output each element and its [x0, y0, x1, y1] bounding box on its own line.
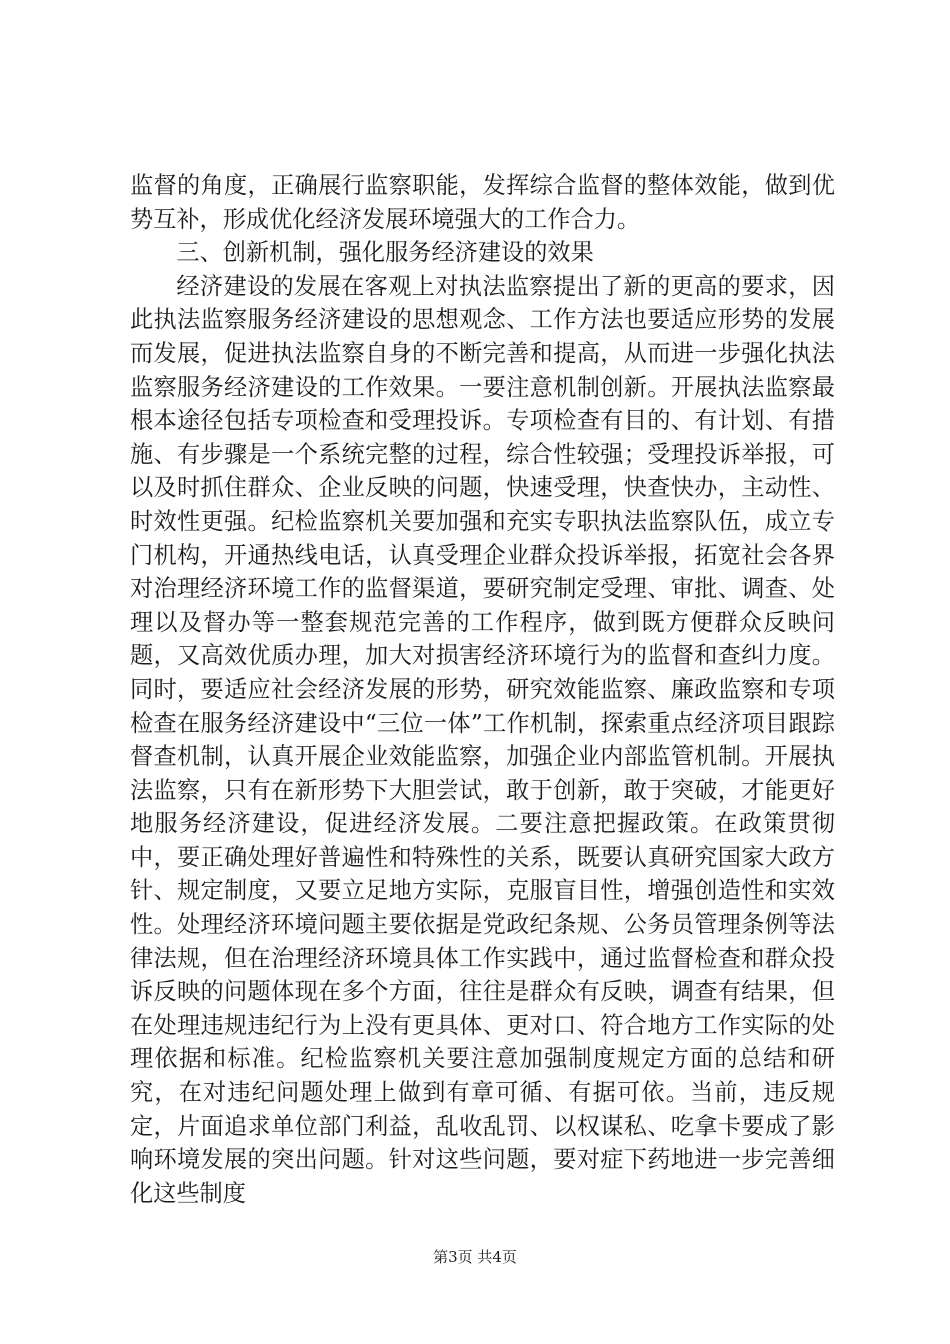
paragraph-body: 经济建设的发展在客观上对执法监察提出了新的更高的要求，因此执法监察服务经济建设的思想观念、工作方法也要适应形势的发展而发展，促进执法监察自身的不断完善和提高，从而进一步强化执法监察服务经济建设的工作效果。一要注意机制创新。开展执法监察最根本途径包括专项检查和受理投诉。专项检查有目的、有计划、有措施、有步骤是一个系统完整的过程，综合性较强；受理投诉举报，可以及时抓住群众、企业反映的问题，快速受理，快查快办，主动性、时效性更强。纪检监察机关要加强和充实专职执法监察队伍，成立专门机构，开通热线电话，认真受理企业群众投诉举报，拓宽社会各界对治理经济环境工作的监督渠道，要研究制定受理、审批、调查、处理以及督办等一整套规范完善的工作程序，做到既方便群众反映问题，又高效优质办理，加大对损害经济环境行为的监督和查纠力度。同时，要适应社会经济发展的形势，研究效能监察、廉政监察和专项检查在服务经济建设中“三位一体”工作机制，探索重点经济项目跟踪督查机制，认真开展企业效能监察，加强企业内部监管机制。开展执法监察，只有在新形势下大胆尝试，敢于创新，敢于突破，才能更好地服务经济建设，促进经济发展。二要注意把握政策。在政策贯彻中，要正确处理好普遍性和特殊性的关系，既要认真研究国家大政方针、规定制度，又要立足地方实际，克服盲目性，增强创造性和实效性。处理经济环境问题主要依据是党政纪条规、公务员管理条例等法律法规，但在治理经济环境具体工作实践中，通过监督检查和群众投诉反映的问题体现在多个方面，往往是群众有反映，调查有结果，但在处理违规违纪行为上没有更具体、更对口、符合地方工作实际的处理依据和标准。纪检监察机关要注意加强制度规定方面的总结和研究，在对违纪问题处理上做到有章可循、有据可依。当前，违反规定，片面追求单位部门利益，乱收乱罚、以权谋私、吃拿卡要成了影响环境发展的突出问题。针对这些问题，要对症下药地进一步完善细化这些制度 [130, 272, 835, 1207]
paragraph-continued: 监督的角度，正确展行监察职能，发挥综合监督的整体效能，做到优势互补，形成优化经济发展环境强大的工作合力。 [130, 172, 835, 233]
page-number-label: 第3页 共4页 [433, 1248, 517, 1266]
section-heading: 三、创新机制，强化服务经济建设的效果 [176, 239, 594, 267]
page-footer [0, 1247, 950, 1267]
document-body [130, 169, 835, 1210]
